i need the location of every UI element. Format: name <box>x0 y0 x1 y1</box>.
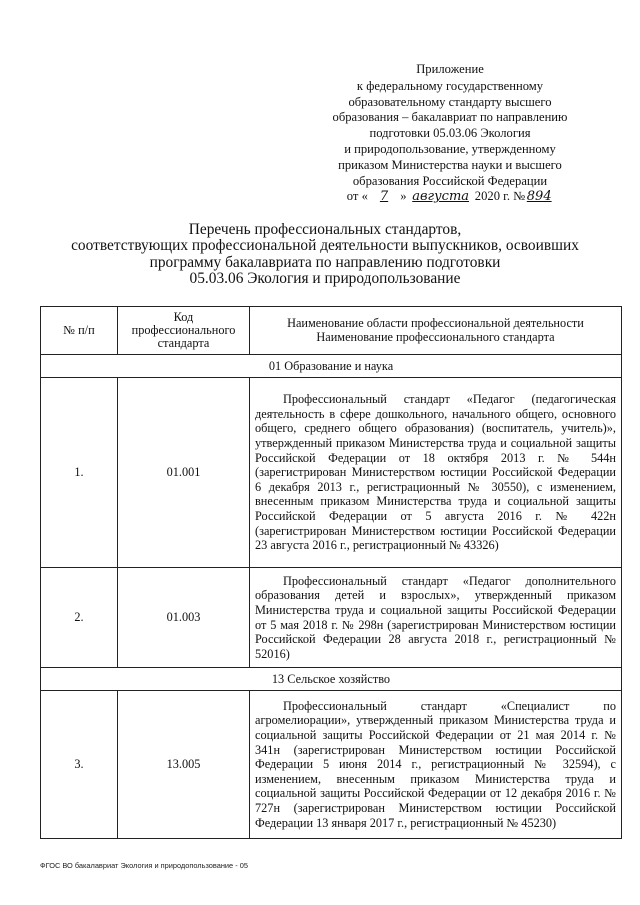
section-row <box>41 355 622 378</box>
section-row <box>41 668 622 691</box>
appendix-line: приказом Министерства науки и высшего <box>338 157 562 172</box>
row-code: 01.003 <box>118 568 250 668</box>
date-year: 2020 г. № <box>474 189 526 204</box>
header-name <box>250 307 622 355</box>
document-title <box>40 222 610 288</box>
table-row <box>41 378 622 568</box>
page-footer: ФГОС ВО бакалавриат Экология и природопользование - 05 <box>40 861 248 870</box>
appendix-line: образования Российской Федерации <box>352 173 548 188</box>
row-description-text: Профессиональный стандарт «Педагог дополнительного образования детей и взрослых», утвержденный приказом Министерства труда и социальной защиты Российской Федерации от 5 мая 2018 г. № 298н (зарегистрирован Министерством юстиции Российской Федерации 28 августа 2018 г., регистрационный № 52016) <box>255 573 616 661</box>
date-mid: » <box>400 189 407 204</box>
appendix-line: образовательному стандарту высшего <box>348 94 552 109</box>
table-header-row <box>41 307 622 355</box>
order-date-line <box>300 189 600 205</box>
appendix-block <box>300 62 600 205</box>
appendix-title: Приложение <box>416 62 484 76</box>
row-number: 1. <box>41 378 118 568</box>
row-code: 01.001 <box>118 378 250 568</box>
appendix-line: к федеральному государственному <box>356 78 544 93</box>
table-row <box>41 568 622 668</box>
appendix-line: и природопользование, утвержденному <box>344 141 556 156</box>
order-month: августа <box>412 189 470 205</box>
row-description <box>250 378 622 568</box>
date-prefix: от « <box>346 189 368 204</box>
header-code: Код профессионального стандарта <box>118 307 250 355</box>
section-heading: 13 Сельское хозяйство <box>41 668 622 691</box>
header-name-line2: Наименование профессионального стандарта <box>316 329 555 344</box>
row-number: 3. <box>41 691 118 839</box>
appendix-line: подготовки 05.03.06 Экология <box>369 126 531 141</box>
order-number: 894 <box>526 189 552 205</box>
row-description <box>250 691 622 839</box>
row-code: 13.005 <box>118 691 250 839</box>
row-description-text: Профессиональный стандарт «Педагог (педагогическая деятельность в сфере дошкольного, начального общего, основного общего, среднего общего образования) (воспитатель, учитель)», утвержденный приказом Министерства труда и социальной защиты Российской Федерации от 18 октября 2013 г. № 544н (зарегистрирован Министерством юстиции Российской Федерации 6 декабря 2013 г., регистрационный № 30550), с изменением, внесенным приказом Министерства труда и социальной защиты Российской Федерации от 5 августа 2016 г. № 422н (зарегистрирован Министерством юстиции Российской Федерации 23 августа 2016 г., регистрационный № 43326) <box>255 392 616 553</box>
appendix-line: образования – бакалавриат по направлению <box>332 110 568 125</box>
table-row <box>41 691 622 839</box>
row-description-text: Профессиональный стандарт «Специалист по агромелиорации», утвержденный приказом Министерства труда и социальной защиты Российской Федерации от 21 мая 2014 г. № 341н (зарегистрирован Министерством юстиции Российской Федерации 5 июня 2014 г., регистрационный № 32594), с изменением, внесенным приказом Министерства труда и социальной защиты Российской Федерации от 12 декабря 2016 г. № 727н (зарегистрирован Министерством юстиции Российской Федерации 13 января 2017 г., регистрационный № 45230) <box>255 698 616 830</box>
row-number: 2. <box>41 568 118 668</box>
header-name-line1: Наименование области профессиональной деятельности <box>287 316 584 331</box>
order-day: 7 <box>379 189 389 205</box>
title-line: 05.03.06 Экология и природопользование <box>189 270 461 288</box>
title-line: программу бакалавриата по направлению подготовки <box>149 253 501 271</box>
standards-table <box>40 306 622 839</box>
section-heading: 01 Образование и наука <box>41 355 622 378</box>
title-line: соответствующих профессиональной деятельности выпускников, освоивших <box>71 237 579 255</box>
header-num: № п/п <box>41 307 118 355</box>
title-line: Перечень профессиональных стандартов, <box>188 221 462 238</box>
row-description <box>250 568 622 668</box>
